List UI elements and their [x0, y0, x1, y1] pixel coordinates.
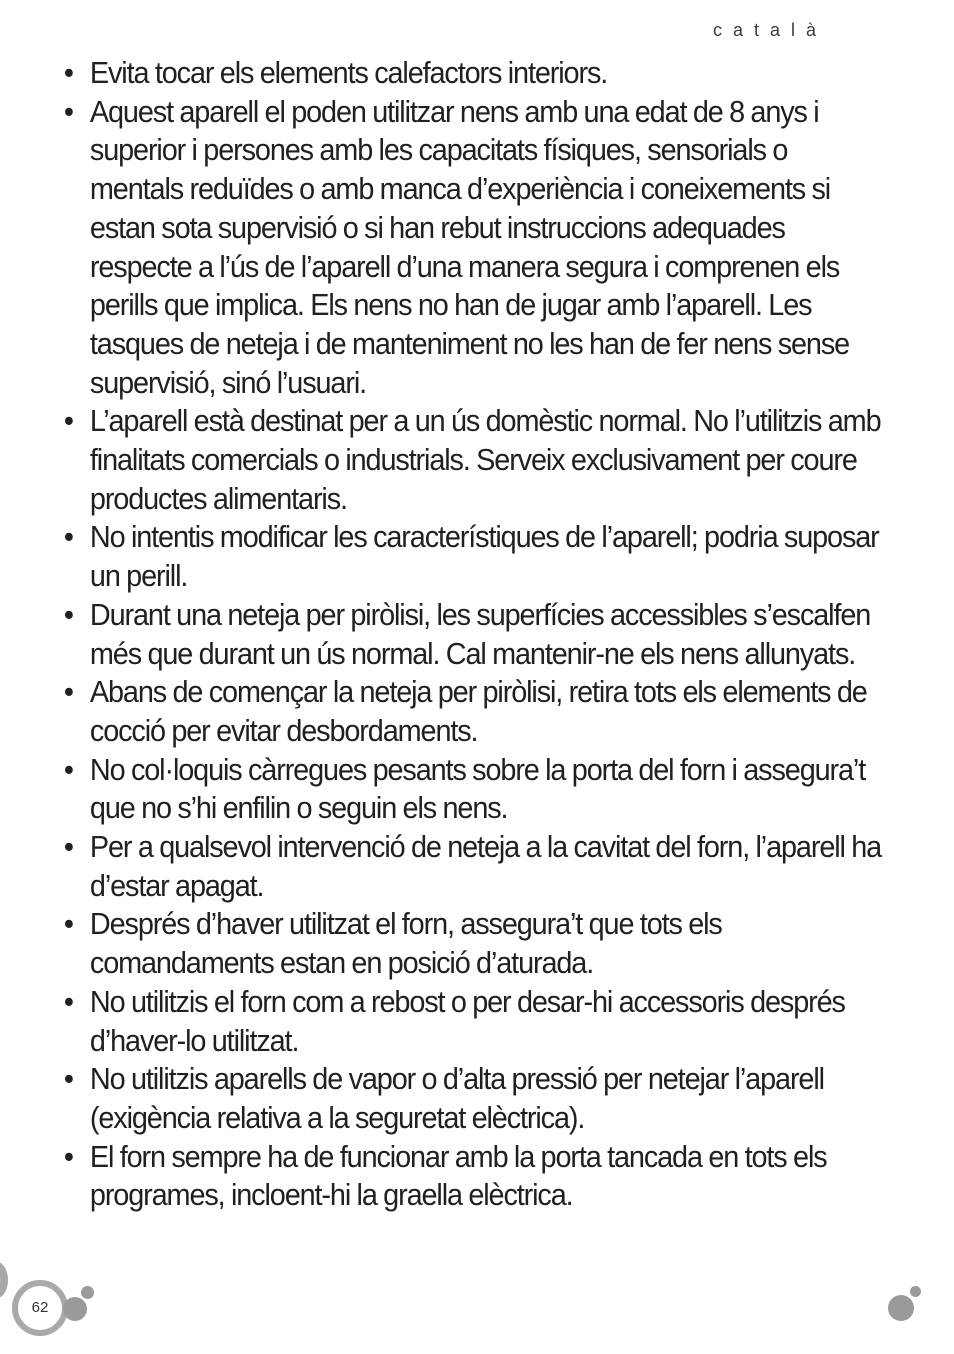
bullet-item: [62, 518, 885, 595]
bullet-text: No intentis modificar les característiques de l’aparell; podria suposar un perill.: [89, 519, 879, 594]
bullet-text: El forn sempre ha de funcionar amb la porta tancada en tots els programes, incloent-hi la graella elèctrica.: [89, 1138, 827, 1213]
language-label: català: [713, 20, 828, 40]
bullet-dot: •: [63, 519, 73, 555]
bullet-item: [62, 596, 885, 673]
decorative-dot-right-large: [888, 1295, 914, 1321]
decorative-dot-medium: [63, 1297, 87, 1321]
bullet-item: [62, 54, 885, 93]
bullet-dot: •: [63, 674, 73, 710]
bullet-item: [62, 905, 885, 982]
bullet-text: Evita tocar els elements calefactors interiors.: [89, 55, 608, 90]
page-number: 62: [31, 1299, 49, 1316]
bullet-item: [62, 402, 885, 518]
bullet-text: No col·loquis càrregues pesants sobre la porta del forn i assegura’t que no s’hi enfilin o seguin els nens.: [89, 751, 866, 826]
safety-instructions: [62, 54, 882, 1215]
bullet-text: No utilitzis el forn com a rebost o per desar-hi accessoris després d’haver-lo utilitzat.: [89, 983, 845, 1058]
bullet-dot: •: [63, 983, 73, 1019]
bullet-item: [62, 751, 885, 828]
bullet-list: [62, 54, 882, 1215]
bullet-dot: •: [63, 403, 73, 439]
bullet-text: No utilitzis aparells de vapor o d’alta pressió per netejar l’aparell (exigència relativa a la seguretat elèctrica).: [89, 1061, 824, 1135]
bullet-item: [62, 828, 885, 905]
page-number-badge: [12, 1280, 68, 1336]
bullet-text: L’aparell està destinat per a un ús domèstic normal. No l’utilitzis amb finalitats comercials o industrials. Serveix exclusivament per coure productes alimentaris.: [89, 403, 881, 516]
bullet-item: [62, 983, 885, 1060]
bullet-item: [62, 673, 885, 750]
bullet-dot: •: [63, 1138, 73, 1174]
decorative-dot-right-small: [910, 1286, 921, 1297]
bullet-item: [62, 93, 885, 403]
decorative-dot-left-edge: [0, 1262, 8, 1298]
bullet-text: Durant una neteja per piròlisi, les superfícies accessibles s’escalfen més que durant un ús normal. Cal mantenir-ne els nens allunyats.: [89, 596, 871, 671]
bullet-dot: •: [63, 596, 73, 632]
bullet-dot: •: [63, 93, 73, 129]
bullet-text: Abans de començar la neteja per piròlisi, retira tots els elements de cocció per evitar desbordaments.: [89, 674, 867, 748]
bullet-dot: •: [63, 1061, 73, 1097]
bullet-dot: •: [63, 906, 73, 942]
bullet-item: [62, 1060, 885, 1137]
bullet-dot: •: [63, 751, 73, 787]
bullet-item: [62, 1138, 885, 1215]
bullet-text: Per a qualsevol intervenció de neteja a la cavitat del forn, l’aparell ha d’estar apagat.: [89, 829, 882, 903]
bullet-dot: •: [63, 829, 73, 865]
decorative-dot-small: [81, 1286, 94, 1299]
bullet-text: Aquest aparell el poden utilitzar nens amb una edat de 8 anys i superior i persones amb les capacitats físiques, sensorials o mentals reduïdes o amb manca d’experiència i coneixements si estan sota supervisió o si han rebut instruccions adequades respecte a l’ús de l’aparell d’una manera segura i comprenen els perills que implica. Els nens no han de jugar amb l’aparell. Les tasques de neteja i de manteniment no les han de fer nens sense supervisió, sinó l’usuari.: [89, 93, 850, 400]
bullet-dot: •: [63, 55, 73, 90]
bullet-text: Després d’haver utilitzat el forn, assegura’t que tots els comandaments estan en posició d’aturada.: [89, 906, 722, 981]
